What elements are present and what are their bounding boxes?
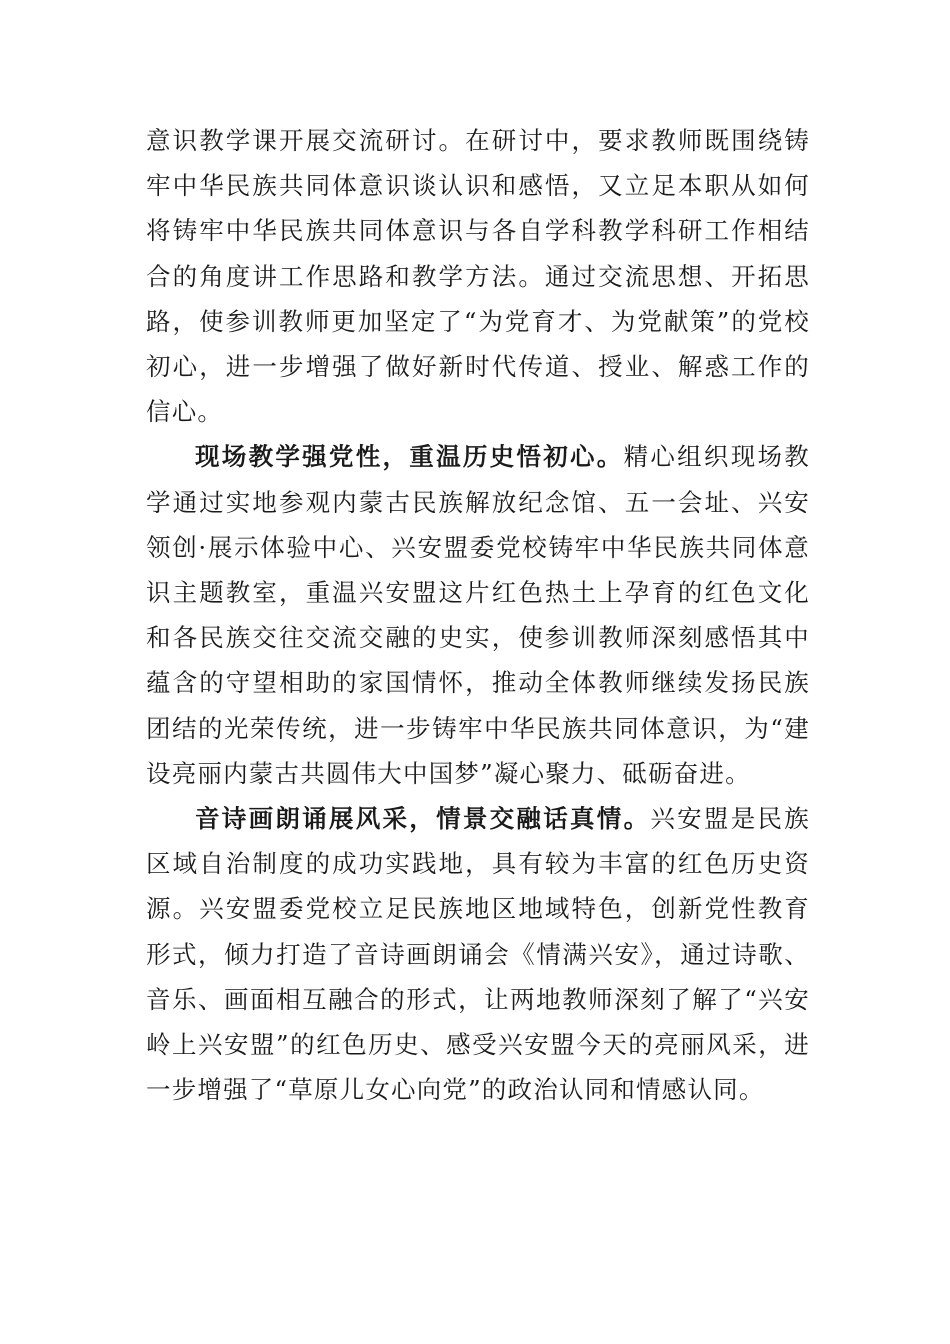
paragraph-3-text: 兴安盟是民族区域自治制度的成功实践地，具有较为丰富的红色历史资源。兴安盟委党校立足民族地区地域特色，创新党性教育形式，倾力打造了音诗画朗诵会《情满兴安》，通过诗歌、音乐、画面相互融合的形式，让两地教师深刻了解了“兴安岭上兴安盟”的红色历史、感受兴安盟今天的亮丽风采，进一步增强了“草原儿女心向党”的政治认同和情感认同。 (146, 804, 810, 1105)
paragraph-2-heading: 现场教学强党性，重温历史悟初心。 (195, 442, 624, 472)
paragraph-1 (146, 118, 810, 434)
document-body (146, 118, 810, 1112)
paragraph-2-text: 精心组织现场教学通过实地参观内蒙古民族解放纪念馆、五一会址、兴安领创·展示体验中心、兴安盟委党校铸牢中华民族共同体意识主题教室，重温兴安盟这片红色热土上孕育的红色文化和各民族交往交流交融的史实，使参训教师深刻感悟其中蕴含的守望相助的家国情怀，推动全体教师继续发扬民族团结的光荣传统，进一步铸牢中华民族共同体意识，为“建设亮丽内蒙古共圆伟大中国梦”凝心聚力、砥砺奋进。 (146, 442, 810, 788)
paragraph-2 (146, 434, 810, 796)
paragraph-3-heading: 音诗画朗诵展风采，情景交融话真情。 (195, 804, 651, 834)
paragraph-1-text: 意识教学课开展交流研讨。在研讨中，要求教师既围绕铸牢中华民族共同体意识谈认识和感悟，又立足本职从如何将铸牢中华民族共同体意识与各自学科教学科研工作相结合的角度讲工作思路和教学方法。通过交流思想、开拓思路，使参训教师更加坚定了“为党育才、为党献策”的党校初心，进一步增强了做好新时代传道、授业、解惑工作的信心。 (146, 126, 810, 427)
paragraph-3 (146, 796, 810, 1112)
